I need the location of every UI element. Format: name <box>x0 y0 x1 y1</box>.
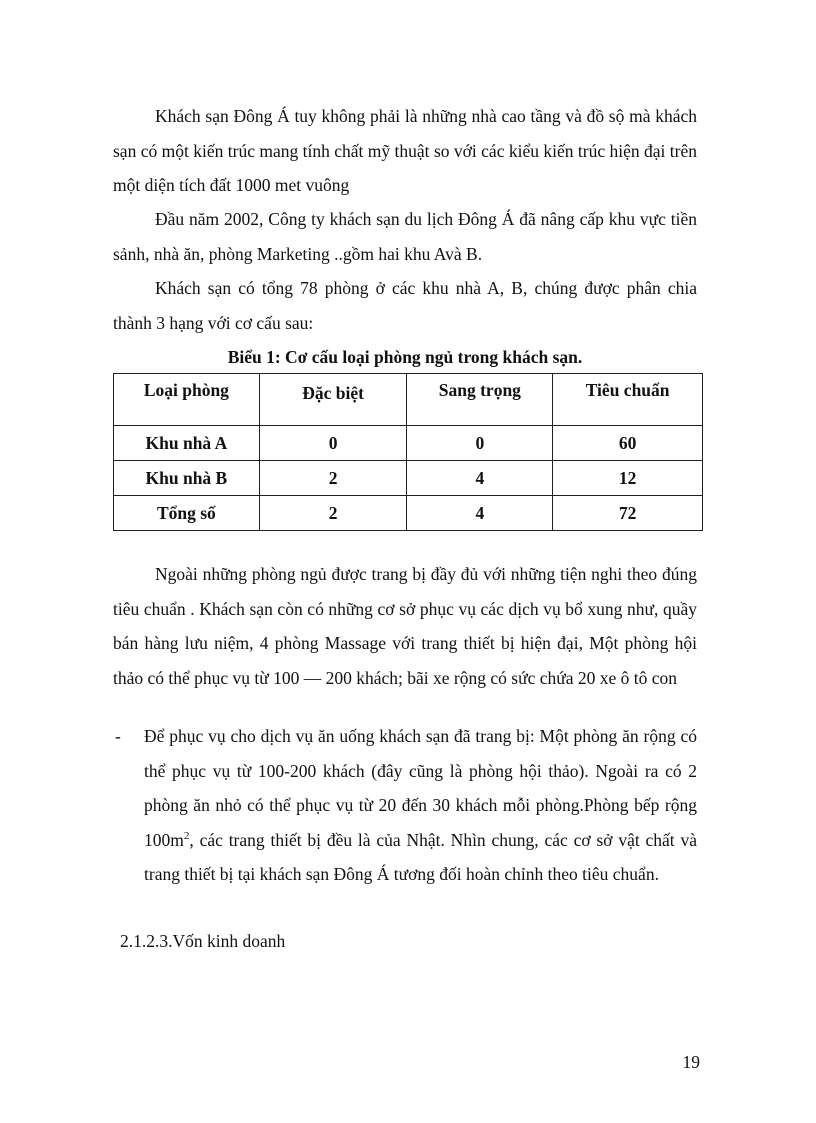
page-number: 19 <box>682 1052 700 1072</box>
bullet-dash: - <box>115 726 121 746</box>
table-row <box>114 426 703 461</box>
table-cell: 12 <box>553 461 703 496</box>
table-row <box>114 496 703 531</box>
table-cell: 4 <box>407 496 553 531</box>
table-header-cell: Loại phòng <box>114 374 260 426</box>
table-cell: 72 <box>553 496 703 531</box>
bullet-text <box>144 719 697 892</box>
room-structure-table <box>113 373 703 531</box>
table-cell: 0 <box>407 426 553 461</box>
section-heading: 2.1.2.3.Vốn kinh doanh <box>120 931 286 951</box>
table-caption: Biểu 1: Cơ cấu loại phòng ngủ trong khách sạn. <box>227 347 583 367</box>
table-header-cell: Đặc biệt <box>259 374 407 426</box>
paragraph-room-count: Khách sạn có tổng 78 phòng ở các khu nhà A, B, chúng được phân chia thành 3 hạng với cơ cấu sau: <box>113 278 697 333</box>
table-cell: 4 <box>407 461 553 496</box>
table-cell: 2 <box>259 496 407 531</box>
table-cell: Khu nhà A <box>114 426 260 461</box>
table-cell: 2 <box>259 461 407 496</box>
table-header-cell: Tiêu chuẩn <box>553 374 703 426</box>
table-header-row <box>114 374 703 426</box>
bullet-text-part: , các trang thiết bị đều là của Nhật. Nhìn chung, các cơ sở vật chất và trang thiết bị tại khách sạn Đông Á tương đối hoàn chỉnh theo tiêu chuẩn. <box>144 829 697 884</box>
table-cell: 60 <box>553 426 703 461</box>
bullet-dining-services <box>113 719 697 892</box>
superscript-squared: 2 <box>183 829 190 842</box>
paragraph-additional-services: Ngoài những phòng ngủ được trang bị đầy đủ với những tiện nghi theo đúng tiêu chuẩn . Khách sạn còn có những cơ sở phục vụ các dịch vụ bổ xung như, quầy bán hàng lưu niệm, 4 phòng Massage với trang thiết bị hiện đại, Một phòng hội thảo có thể phục vụ từ 100 — 200 khách; bãi xe rộng có sức chứa 20 xe ô tô con <box>113 564 697 688</box>
table-cell: 0 <box>259 426 407 461</box>
bullet-text-part: Để phục vụ cho dịch vụ ăn uống khách sạn đã trang bị: Một phòng ăn rộng có thể phục vụ từ 100-200 khách (đây cũng là phòng hội thảo). Ngoài ra có 2 phòng ăn nhỏ có thể phục vụ từ 20 đến 30 khách mỗi phòng.Phòng bếp rộng 100m <box>144 726 697 850</box>
paragraph-renovation-2002: Đầu năm 2002, Công ty khách sạn du lịch Đông Á đã nâng cấp khu vực tiền sảnh, nhà ăn, phòng Marketing ..gồm hai khu Avà B. <box>113 209 697 264</box>
table-row <box>114 461 703 496</box>
paragraph-building-description: Khách sạn Đông Á tuy không phải là những nhà cao tầng và đồ sộ mà khách sạn có một kiến trúc mang tính chất mỹ thuật so với các kiểu kiến trúc hiện đại trên một diện tích đất 1000 met vuông <box>113 106 697 195</box>
table-cell: Tổng số <box>114 496 260 531</box>
table-cell: Khu nhà B <box>114 461 260 496</box>
table-header-cell: Sang trọng <box>407 374 553 426</box>
